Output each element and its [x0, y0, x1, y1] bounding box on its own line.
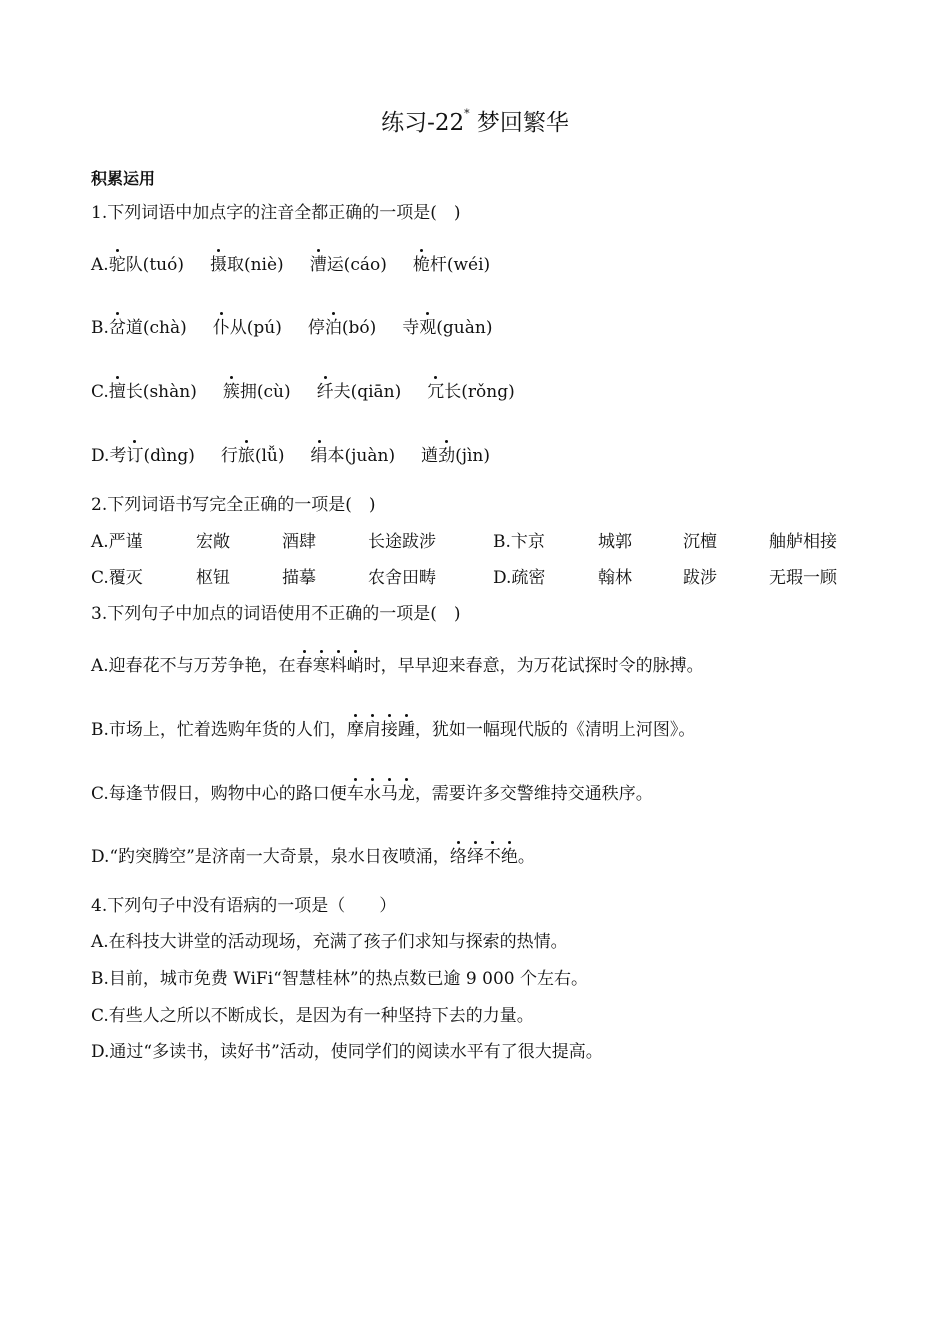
word-text: 行 [220, 446, 238, 466]
q1-option-item [210, 257, 284, 274]
option-prefix: D. [91, 446, 110, 466]
dotted-character: 龙 [397, 784, 415, 804]
q3-option-d [91, 849, 535, 866]
dotted-character: 料 [329, 656, 347, 676]
dotted-character: 绎 [466, 847, 484, 867]
dotted-character: 绝 [500, 847, 518, 867]
q4-stem: 4.下列句子中没有语病的一项是（ ） [91, 896, 397, 916]
dotted-character: 摩 [346, 720, 364, 740]
word-pinyin: 夫(qiān) [333, 382, 402, 402]
option-prefix: C. [91, 382, 109, 402]
title-mark: * [464, 107, 470, 121]
word-pinyin: 道(chà) [125, 318, 187, 338]
q1-option-item [421, 448, 490, 465]
dotted-character: 踵 [397, 720, 415, 740]
dotted-character: 仆 [212, 318, 230, 338]
dotted-character: 接 [380, 720, 398, 740]
dotted-character: 旅 [237, 446, 255, 466]
sentence-text: ，需要许多交警维持交通秩序。 [414, 784, 653, 804]
q2-cell: 宏敞 [196, 532, 230, 552]
sentence-text: C.每逢节假日，购物中心的路口便 [91, 784, 347, 804]
q2-cell: 舳舻相接 [769, 532, 837, 552]
page-title [0, 107, 950, 136]
dotted-character: 寒 [312, 656, 330, 676]
q2-cell: 无瑕一顾 [769, 568, 837, 588]
q2-cell: 描摹 [282, 568, 316, 588]
word-text: 考 [109, 446, 127, 466]
dotted-character: 肩 [363, 720, 381, 740]
q1-option-b [91, 320, 518, 337]
word-pinyin: 取(niè) [226, 255, 284, 275]
word-pinyin: (bó) [341, 318, 377, 338]
q1-option-item [91, 257, 184, 274]
dotted-character: 驼 [108, 255, 126, 275]
word-pinyin: 本(juàn) [327, 446, 396, 466]
q2-cell: 农舍田畴 [368, 568, 436, 588]
dotted-character: 春 [295, 656, 313, 676]
dotted-character: 峭 [346, 656, 364, 676]
q2-cell: 跋涉 [683, 568, 717, 588]
q4-option-b: B.目前，城市免费 WiFi“智慧桂林”的热点数已逾 9 000 个左右。 [91, 969, 589, 989]
q2-cell: 长途跋涉 [368, 532, 436, 552]
word-pinyin: 长(rǒng) [444, 382, 515, 402]
word-pinyin: (dìng) [143, 446, 195, 466]
dotted-character: 车 [346, 784, 364, 804]
q2-cell: A.严谨 [91, 532, 143, 552]
word-pinyin: 拥(cù) [239, 382, 291, 402]
word-pinyin: (jìn) [455, 446, 491, 466]
dotted-character: 漕 [309, 255, 327, 275]
q3-option-c [91, 786, 653, 803]
sentence-text: 。 [517, 847, 535, 867]
option-prefix: B. [91, 318, 109, 338]
sentence-text: B.市场上，忙着选购年货的人们， [91, 720, 347, 740]
dotted-character: 订 [126, 446, 144, 466]
word-pinyin: 长(shàn) [125, 382, 197, 402]
word-text: 停 [307, 318, 325, 338]
sentence-text: D.“趵突腾空”是济南一大奇景，泉水日夜喷涌， [91, 847, 450, 867]
word-pinyin: (guàn) [436, 318, 493, 338]
dotted-character: 纤 [316, 382, 334, 402]
word-pinyin: 运(cáo) [326, 255, 387, 275]
dotted-character: 泊 [324, 318, 342, 338]
q1-option-item [221, 448, 285, 465]
dotted-character: 绢 [310, 446, 328, 466]
q2-cell: B.卞京 [493, 532, 545, 552]
section-heading: 积累运用 [91, 169, 156, 188]
q1-option-c [91, 384, 541, 401]
q1-option-item [310, 257, 387, 274]
q1-option-item [91, 384, 197, 401]
q1-option-item [308, 320, 376, 337]
q2-cell: 沉檀 [683, 532, 717, 552]
dotted-character: 摄 [209, 255, 227, 275]
q2-cell: 城郭 [598, 532, 632, 552]
q1-option-item [91, 320, 187, 337]
sentence-text: 时，早早迎来春意，为万花试探时令的脉搏。 [363, 656, 704, 676]
q2-cell: 酒肆 [282, 532, 316, 552]
dotted-character: 不 [483, 847, 501, 867]
q1-option-item [91, 448, 195, 465]
word-pinyin: 杆(wéi) [429, 255, 491, 275]
word-pinyin: 从(pú) [229, 318, 282, 338]
dotted-character: 擅 [108, 382, 126, 402]
q2-cell: C.覆灭 [91, 568, 143, 588]
q1-option-d [91, 448, 516, 465]
dotted-character: 观 [419, 318, 437, 338]
q1-option-item [427, 384, 514, 401]
word-pinyin: 队(tuó) [125, 255, 184, 275]
q2-cell: D.疏密 [493, 568, 546, 588]
word-text: 寺 [402, 318, 420, 338]
dotted-character: 劲 [438, 446, 456, 466]
q1-stem: 1.下列词语中加点字的注音全都正确的一项是( ) [91, 203, 461, 223]
q3-stem: 3.下列句子中加点的词语使用不正确的一项是( ) [91, 604, 461, 624]
dotted-character: 络 [449, 847, 467, 867]
q4-option-c: C.有些人之所以不断成长，是因为有一种坚持下去的力量。 [91, 1006, 534, 1026]
option-prefix: A. [91, 255, 109, 275]
title-rest: 梦回繁华 [476, 110, 569, 136]
q1-option-item [311, 448, 396, 465]
q2-stem: 2.下列词语书写完全正确的一项是( ) [91, 495, 376, 515]
q3-option-a [91, 658, 704, 675]
q1-option-item [223, 384, 291, 401]
q2-cell: 枢钮 [196, 568, 230, 588]
dotted-character: 簇 [222, 382, 240, 402]
q4-option-d: D.通过“多读书，读好书”活动，使同学们的阅读水平有了很大提高。 [91, 1042, 603, 1062]
q3-option-b [91, 722, 695, 739]
word-text: 遒 [421, 446, 439, 466]
q1-option-item [413, 257, 490, 274]
dotted-character: 岔 [108, 318, 126, 338]
q1-option-item [317, 384, 402, 401]
dotted-character: 冗 [427, 382, 445, 402]
sentence-text: ，犹如一幅现代版的《清明上河图》。 [414, 720, 696, 740]
dotted-character: 水 [363, 784, 381, 804]
q2-cell: 翰林 [598, 568, 632, 588]
q1-option-item [213, 320, 282, 337]
q1-option-item [402, 320, 492, 337]
word-pinyin: (lǚ) [254, 446, 285, 466]
dotted-character: 马 [380, 784, 398, 804]
title-main: 练习-22 [381, 110, 465, 136]
dotted-character: 桅 [412, 255, 430, 275]
q1-option-a [91, 257, 516, 274]
sentence-text: A.迎春花不与万芳争艳，在 [91, 656, 296, 676]
q4-option-a: A.在科技大讲堂的活动现场，充满了孩子们求知与探索的热情。 [91, 932, 568, 952]
